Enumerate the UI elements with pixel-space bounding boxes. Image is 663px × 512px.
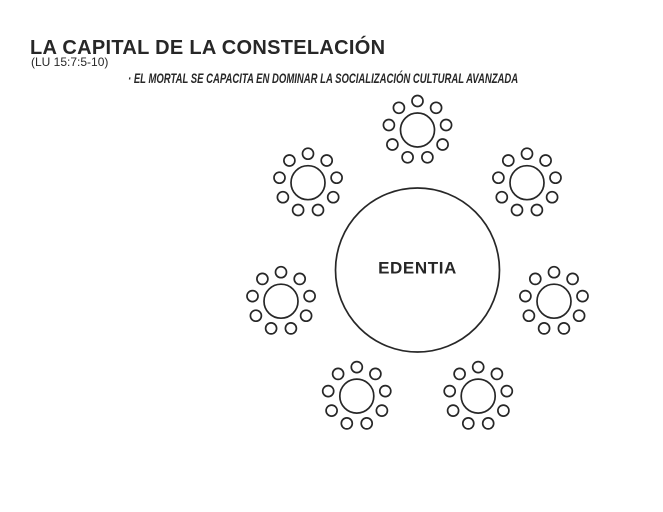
satellite-cluster-6 (247, 267, 315, 334)
satellite-world-circle (376, 405, 387, 416)
satellite-world-circle (257, 273, 268, 284)
satellite-world-circle (274, 172, 285, 183)
satellite-world-circle (284, 155, 295, 166)
satellite-world-circle (574, 310, 585, 321)
satellite-world-circle (321, 155, 332, 166)
satellite-world-circle (341, 418, 352, 429)
satellite-world-circle (285, 323, 296, 334)
satellite-world-circle (361, 418, 372, 429)
cluster-core-circle (461, 379, 495, 413)
cluster-core-circle (401, 113, 435, 147)
satellite-cluster-4 (444, 362, 512, 429)
satellite-world-circle (331, 172, 342, 183)
satellite-world-circle (393, 102, 404, 113)
satellite-world-circle (402, 152, 413, 163)
cluster-core-circle (264, 284, 298, 318)
satellite-world-circle (266, 323, 277, 334)
cluster-core-circle (340, 379, 374, 413)
satellite-world-circle (550, 172, 561, 183)
satellite-world-circle (530, 273, 541, 284)
satellite-world-circle (380, 386, 391, 397)
satellite-world-circle (567, 273, 578, 284)
satellite-world-circle (522, 148, 533, 159)
satellite-cluster-2 (493, 148, 561, 215)
satellite-world-circle (512, 205, 523, 216)
satellite-world-circle (303, 148, 314, 159)
reference-citation: (LU 15:7:5-10) (31, 55, 109, 69)
cluster-core-circle (537, 284, 571, 318)
satellite-world-circle (444, 386, 455, 397)
satellite-world-circle (496, 192, 507, 203)
satellite-world-circle (493, 172, 504, 183)
satellite-world-circle (293, 205, 304, 216)
satellite-world-circle (247, 291, 258, 302)
satellite-world-circle (437, 139, 448, 150)
satellite-world-circle (294, 273, 305, 284)
satellite-world-circle (277, 192, 288, 203)
satellite-world-circle (276, 267, 287, 278)
edentia-label: EDENTIA (378, 258, 457, 278)
satellite-cluster-5 (323, 362, 391, 429)
satellite-world-circle (531, 205, 542, 216)
satellite-world-circle (387, 139, 398, 150)
satellite-world-circle (383, 120, 394, 131)
satellite-world-circle (313, 205, 324, 216)
satellite-world-circle (520, 291, 531, 302)
satellite-world-circle (540, 155, 551, 166)
satellite-world-circle (577, 291, 588, 302)
satellite-world-circle (448, 405, 459, 416)
satellite-world-circle (491, 368, 502, 379)
satellite-world-circle (351, 362, 362, 373)
satellite-world-circle (431, 102, 442, 113)
satellite-world-circle (323, 386, 334, 397)
satellite-world-circle (523, 310, 534, 321)
satellite-world-circle (454, 368, 465, 379)
satellite-world-circle (483, 418, 494, 429)
satellite-world-circle (503, 155, 514, 166)
cluster-core-circle (510, 166, 544, 200)
satellite-world-circle (547, 192, 558, 203)
satellite-world-circle (539, 323, 550, 334)
subtitle: · EL MORTAL SE CAPACITA EN DOMINAR LA SOCIALIZACIÓN CULTURAL AVANZADA (128, 70, 519, 86)
satellite-world-circle (498, 405, 509, 416)
satellite-world-circle (422, 152, 433, 163)
cluster-core-circle (291, 166, 325, 200)
satellite-world-circle (250, 310, 261, 321)
satellite-world-circle (473, 362, 484, 373)
satellite-world-circle (501, 386, 512, 397)
satellite-cluster-1 (383, 96, 451, 163)
satellite-cluster-3 (520, 267, 588, 334)
page-title: LA CAPITAL DE LA CONSTELACIÓN (30, 37, 386, 59)
satellite-world-circle (549, 267, 560, 278)
satellite-world-circle (301, 310, 312, 321)
satellite-world-circle (463, 418, 474, 429)
satellite-world-circle (370, 368, 381, 379)
satellite-cluster-7 (274, 148, 342, 215)
satellite-world-circle (558, 323, 569, 334)
satellite-world-circle (326, 405, 337, 416)
satellite-world-circle (333, 368, 344, 379)
satellite-world-circle (328, 192, 339, 203)
satellite-world-circle (412, 96, 423, 107)
satellite-world-circle (441, 120, 452, 131)
satellite-world-circle (304, 291, 315, 302)
